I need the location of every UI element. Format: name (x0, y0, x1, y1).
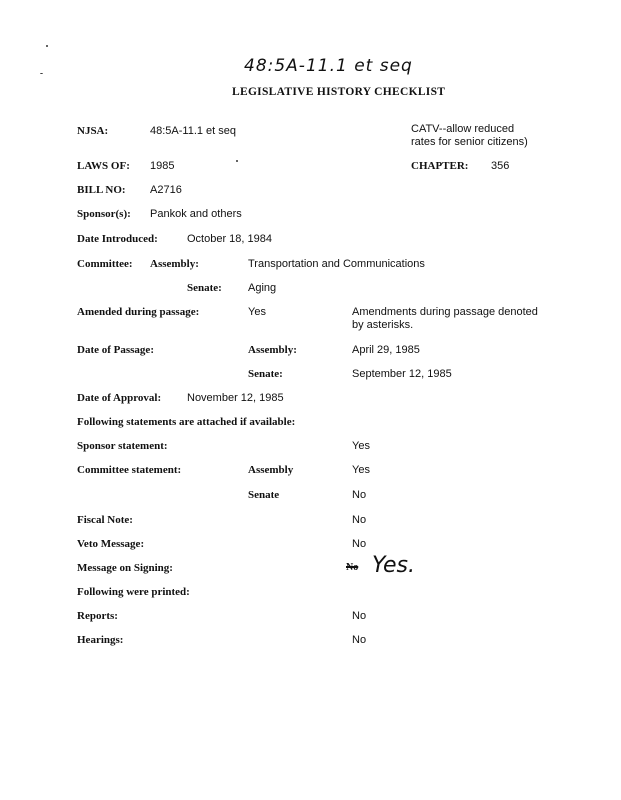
committee-statement-assembly-label: Assembly (248, 464, 294, 476)
date-of-approval-value: November 12, 1985 (187, 392, 284, 404)
veto-message-label: Veto Message: (77, 538, 145, 550)
committee-statement-assembly-value: Yes (352, 464, 370, 476)
scan-speck (236, 160, 238, 162)
chapter-value: 356 (491, 160, 510, 172)
committee-statement-senate-label: Senate (248, 489, 280, 501)
njsa-value: 48:5A-11.1 et seq (150, 125, 237, 137)
amended-note-line1: Amendments during passage denoted (352, 306, 538, 318)
subject-line2: rates for senior citizens) (411, 136, 528, 148)
committee-statement-senate-value: No (352, 489, 367, 501)
scan-speck (40, 73, 43, 74)
sponsor-statement-value: Yes (352, 440, 370, 452)
fiscal-note-value: No (352, 514, 367, 526)
reports-value: No (352, 610, 367, 622)
following-attached-heading: Following statements are attached if available: (77, 416, 296, 428)
committee-assembly-value: Transportation and Communications (248, 258, 425, 270)
committee-senate-label: Senate: (187, 282, 222, 294)
bill-no-value: A2716 (150, 184, 182, 196)
laws-of-label: LAWS OF: (77, 160, 130, 172)
committee-senate-value: Aging (248, 282, 277, 294)
following-printed-heading: Following were printed: (77, 586, 190, 598)
veto-message-value: No (352, 538, 367, 550)
laws-of-value: 1985 (150, 160, 175, 172)
message-on-signing-handwritten-value: Yes. (372, 553, 416, 578)
scan-speck (46, 45, 48, 47)
passage-senate-label: Senate: (248, 368, 283, 380)
hearings-value: No (352, 634, 367, 646)
page-title: LEGISLATIVE HISTORY CHECKLIST (232, 86, 446, 98)
date-introduced-value: October 18, 1984 (187, 233, 273, 245)
njsa-label: NJSA: (77, 125, 109, 137)
committee-label: Committee: (77, 258, 133, 270)
sponsors-value: Pankok and others (150, 208, 242, 220)
passage-assembly-label: Assembly: (248, 344, 297, 356)
handwritten-header: 48:5A-11.1 et seq (244, 56, 413, 76)
committee-statement-label: Committee statement: (77, 464, 182, 476)
reports-label: Reports: (77, 610, 118, 622)
fiscal-note-label: Fiscal Note: (77, 514, 133, 526)
message-on-signing-label: Message on Signing: (77, 562, 173, 574)
committee-assembly-label: Assembly: (150, 258, 199, 270)
hearings-label: Hearings: (77, 634, 124, 646)
sponsors-label: Sponsor(s): (77, 208, 131, 220)
message-on-signing-struck-value: No (346, 562, 359, 573)
bill-no-label: BILL NO: (77, 184, 126, 196)
chapter-label: CHAPTER: (411, 160, 469, 172)
date-of-approval-label: Date of Approval: (77, 392, 162, 404)
date-of-passage-label: Date of Passage: (77, 344, 154, 356)
amended-label: Amended during passage: (77, 306, 200, 318)
passage-senate-value: September 12, 1985 (352, 368, 452, 380)
sponsor-statement-label: Sponsor statement: (77, 440, 168, 452)
subject-line1: CATV--allow reduced (411, 123, 515, 135)
amended-note-line2: by asterisks. (352, 319, 414, 331)
date-introduced-label: Date Introduced: (77, 233, 158, 245)
amended-value: Yes (248, 306, 266, 318)
passage-assembly-value: April 29, 1985 (352, 344, 420, 356)
